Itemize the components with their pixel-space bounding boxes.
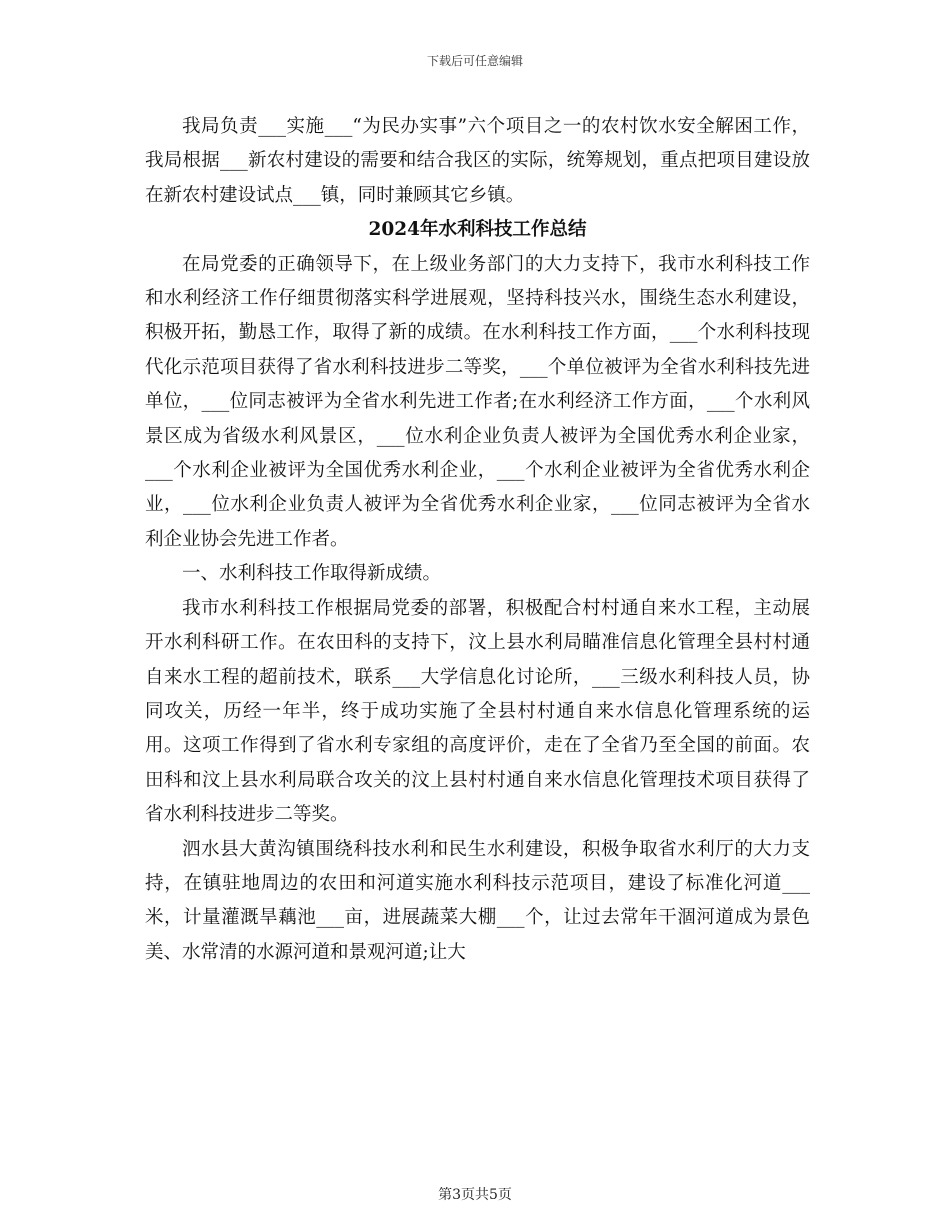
- body-paragraph: 我市水利科技工作根据局党委的部署，积极配合村村通自来水工程，主动展开水利科研工作。在农田科的支持下，汶上县水利局瞄准信息化管理全县村村通自来水工程的超前技术，联系___大学信息化讨论所，___三级水利科技人员，协同攻关，历经一年半，终于成功实施了全县村村通自来水信息化管理系统的运用。这项工作得到了省水利专家组的高度评价，走在了全省乃至全国的前面。农田科和汶上县水利局联合攻关的汶上县村村通自来水信息化管理技术项目获得了省水利科技进步二等奖。: [145, 597, 810, 826]
- page-footer: 第3页共5页: [438, 1187, 512, 1203]
- page-header: 下载后可任意编辑: [426, 54, 523, 68]
- body-paragraph: 泗水县大黄沟镇围绕科技水利和民生水利建设，积极争取省水利厅的大力支持，在镇驻地周边的农田和河道实施水利科技示范项目，建设了标准化河道___米，计量灌溉旱藕池___亩，进展蔬菜大棚___个，让过去常年干涸河道成为景色美、水常清的水源河道和景观河道;让大: [145, 838, 810, 963]
- article-title: 2024年水利科技工作总结: [368, 219, 587, 241]
- body-paragraph: 在局党委的正确领导下，在上级业务部门的大力支持下，我市水利科技工作和水利经济工作仔细贯彻落实科学进展观，坚持科技兴水，围绕生态水利建设，积极开拓，勤恳工作，取得了新的成绩。在水利科技工作方面，___个水利科技现代化示范项目获得了省水利科技进步二等奖，___个单位被评为全省水利科技先进单位，___位同志被评为全省水利先进工作者;在水利经济工作方面，___个水利风景区成为省级水利风景区，___位水利企业负责人被评为全国优秀水利企业家，___个水利企业被评为全国优秀水利企业，___个水利企业被评为全省优秀水利企业，___位水利企业负责人被评为全省优秀水利企业家，___位同志被评为全省水利企业协会先进工作者。: [145, 253, 810, 550]
- document-body: [145, 110, 810, 970]
- section-heading: 一、水利科技工作取得新成绩。: [182, 563, 442, 585]
- intro-paragraph: 我局负责___实施___“为民办实事”六个项目之一的农村饮水安全解困工作，我局根据___新农村建设的需要和结合我区的实际，统筹规划，重点把项目建设放在新农村建设试点___镇，同时兼顾其它乡镇。: [145, 116, 810, 206]
